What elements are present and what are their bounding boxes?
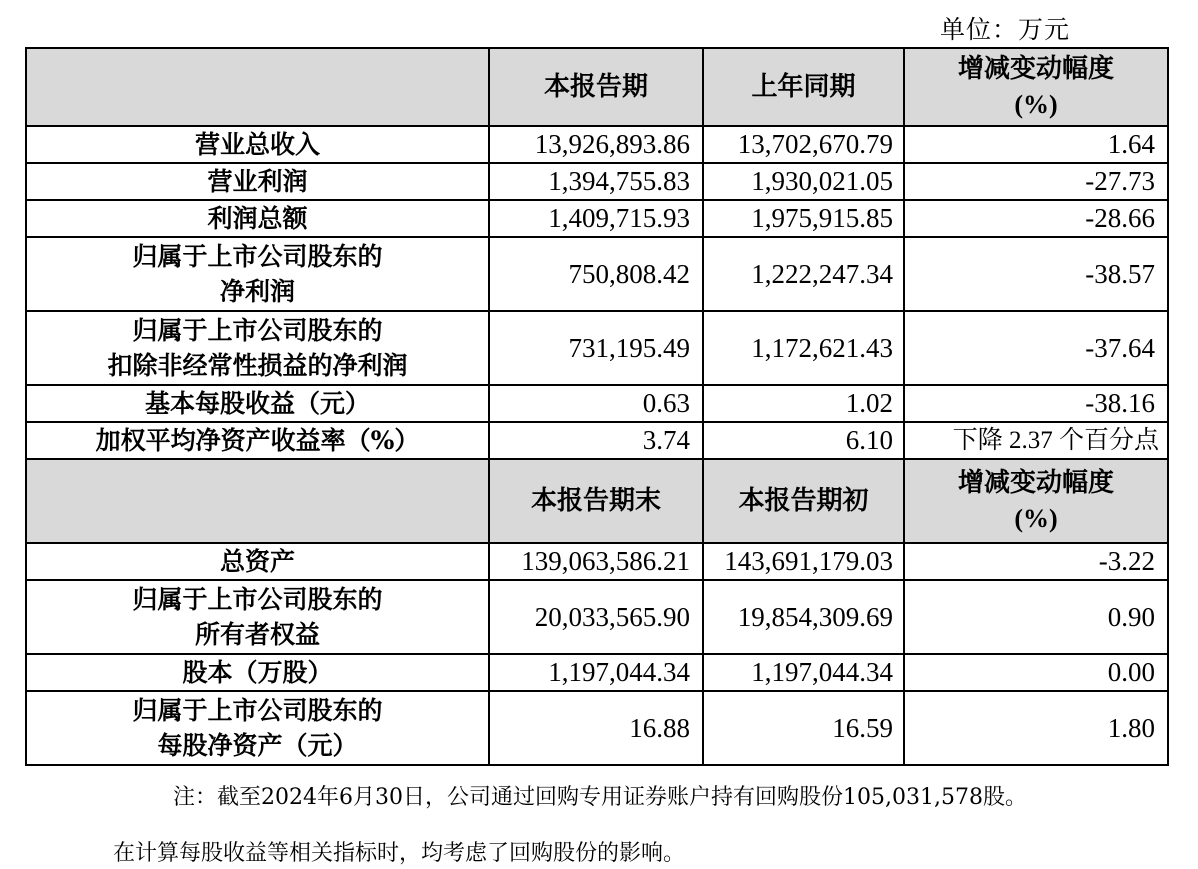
cell-previous: 1,930,021.05: [703, 163, 904, 200]
cell-previous: 16.59: [703, 691, 904, 765]
col-header-change-line2: (%): [1014, 90, 1058, 119]
row-label: 基本每股收益（元）: [26, 385, 489, 422]
header-blank-cell: [26, 459, 489, 543]
cell-change: -27.73: [904, 163, 1168, 200]
cell-change: 下降 2.37 个百分点: [904, 422, 1168, 459]
row-label-line2: 所有者权益: [194, 620, 320, 649]
cell-change: 0.00: [904, 654, 1168, 691]
cell-previous: 1,197,044.34: [703, 654, 904, 691]
cell-current: 1,394,755.83: [489, 163, 703, 200]
row-label-line1: 归属于上市公司股东的: [132, 696, 383, 725]
row-label-line1: 归属于上市公司股东的: [132, 242, 383, 271]
cell-previous: 6.10: [703, 422, 904, 459]
table-row: [26, 580, 1168, 654]
table-row: [26, 311, 1168, 385]
col-header-same-period-last-year: 上年同期: [703, 48, 904, 126]
col-header-current-period: 本报告期: [489, 48, 703, 126]
col-header-change-line2: (%): [1014, 504, 1058, 533]
row-label: [26, 691, 489, 765]
cell-current: 139,063,586.21: [489, 543, 703, 580]
cell-current: 1,197,044.34: [489, 654, 703, 691]
cell-previous: 1,172,621.43: [703, 311, 904, 385]
col-header-change-line1: 增减变动幅度: [957, 54, 1114, 84]
cell-current: 1,409,715.93: [489, 200, 703, 237]
cell-change: -37.64: [904, 311, 1168, 385]
col-header-change-pct: [904, 48, 1168, 126]
row-label-line2: 净利润: [219, 277, 295, 306]
table-row: [26, 385, 1168, 422]
row-label: 利润总额: [26, 200, 489, 237]
financial-table: [25, 47, 1169, 766]
cell-previous: 143,691,179.03: [703, 543, 904, 580]
cell-change: -38.57: [904, 237, 1168, 311]
cell-change: 0.90: [904, 580, 1168, 654]
cell-change: -28.66: [904, 200, 1168, 237]
row-label: 营业利润: [26, 163, 489, 200]
cell-previous: 13,702,670.79: [703, 126, 904, 163]
cell-change: 1.80: [904, 691, 1168, 765]
cell-previous: 1,222,247.34: [703, 237, 904, 311]
cell-previous: 1,975,915.85: [703, 200, 904, 237]
row-label: 加权平均净资产收益率（%）: [26, 422, 489, 459]
cell-current: 3.74: [489, 422, 703, 459]
col-header-change-pct: [904, 459, 1168, 543]
header-blank-cell: [26, 48, 489, 126]
footnote-buyback-shares: 注：截至2024年6月30日，公司通过回购专用证券账户持有回购股份105,031,578股。: [173, 785, 1027, 810]
cell-current: 750,808.42: [489, 237, 703, 311]
cell-change: -3.22: [904, 543, 1168, 580]
cell-previous: 19,854,309.69: [703, 580, 904, 654]
col-header-change-line1: 增减变动幅度: [957, 468, 1114, 498]
cell-current: 731,195.49: [489, 311, 703, 385]
col-header-period-start: 本报告期初: [703, 459, 904, 543]
row-label: 总资产: [26, 543, 489, 580]
cell-current: 13,926,893.86: [489, 126, 703, 163]
table-row: [26, 237, 1168, 311]
table-row: [26, 126, 1168, 163]
row-label-line2: 每股净资产（元）: [157, 731, 358, 760]
row-label: [26, 580, 489, 654]
col-header-period-end: 本报告期末: [489, 459, 703, 543]
cell-change: 1.64: [904, 126, 1168, 163]
row-label-line1: 归属于上市公司股东的: [132, 316, 383, 345]
row-label: [26, 237, 489, 311]
row-label-line2: 扣除非经常性损益的净利润: [107, 351, 408, 380]
cell-change: -38.16: [904, 385, 1168, 422]
footnote-eps-calculation: 在计算每股收益等相关指标时，均考虑了回购股份的影响。: [113, 841, 686, 866]
unit-label: 单位：万元: [940, 15, 1071, 44]
table-header-row: [26, 48, 1168, 126]
row-label: [26, 311, 489, 385]
table-row: [26, 654, 1168, 691]
table-row: [26, 543, 1168, 580]
table-row: [26, 691, 1168, 765]
table-row: [26, 163, 1168, 200]
table-header-row: [26, 459, 1168, 543]
cell-current: 16.88: [489, 691, 703, 765]
cell-previous: 1.02: [703, 385, 904, 422]
row-label: 股本（万股）: [26, 654, 489, 691]
row-label: 营业总收入: [26, 126, 489, 163]
table-row: [26, 200, 1168, 237]
row-label-line1: 归属于上市公司股东的: [132, 585, 383, 614]
cell-current: 20,033,565.90: [489, 580, 703, 654]
table-row: [26, 422, 1168, 459]
cell-current: 0.63: [489, 385, 703, 422]
